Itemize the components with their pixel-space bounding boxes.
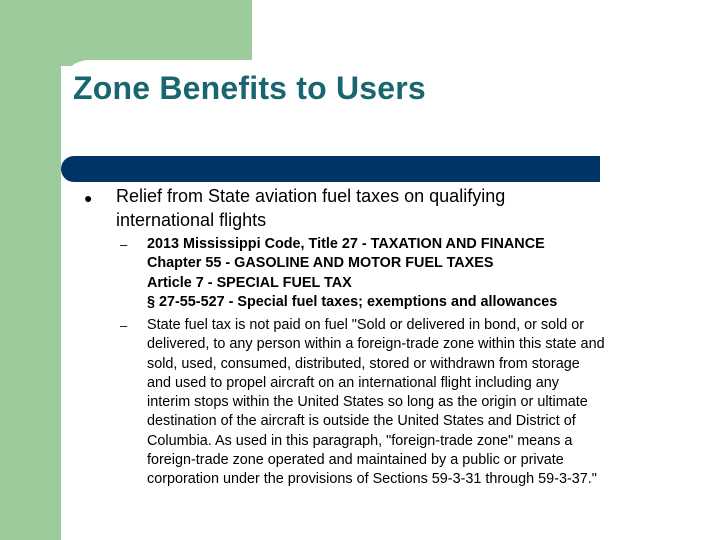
main-bullet-line: Relief from State aviation fuel taxes on qualifying: [116, 186, 506, 206]
quote-line: and used to propel aircraft on an international flight including any: [147, 374, 560, 391]
statute-line: § 27-55-527 - Special fuel taxes; exemptions and allowances: [147, 293, 558, 310]
main-bullet-line: international flights: [116, 210, 267, 230]
quote-line: Columbia. As used in this paragraph, "foreign-trade zone" means a: [147, 432, 573, 449]
statute-line: 2013 Mississippi Code, Title 27 - TAXATION AND FINANCE: [147, 236, 545, 252]
quote-line: destination of the aircraft is outside the United States and District of: [147, 413, 576, 430]
quote-line: State fuel tax is not paid on fuel "Sold or delivered in bond, or sold or: [147, 317, 585, 333]
sub-bullet-dash: –: [120, 237, 128, 252]
quote-line: corporation under the provisions of Sections 59-3-31 through 59-3-37.": [147, 471, 597, 488]
green-accent-side: [0, 0, 61, 540]
sub-bullet-dash: –: [120, 318, 128, 333]
bullet-dot-icon: ●: [84, 190, 93, 206]
quote-line: foreign-trade zone operated and maintained by a public or private: [147, 452, 564, 469]
slide-title: Zone Benefits to Users: [73, 70, 426, 106]
title-divider-bar: [61, 156, 600, 182]
statute-line: Article 7 - SPECIAL FUEL TAX: [147, 274, 352, 291]
statute-line: Chapter 55 - GASOLINE AND MOTOR FUEL TAXES: [147, 255, 494, 272]
sub-bullet-statute: [147, 235, 667, 312]
quote-line: sold, used, consumed, distributed, stored or withdrawn from storage: [147, 355, 580, 372]
quote-line: delivered, to any person within a foreign-trade zone within this state and: [147, 336, 605, 353]
main-bullet-text: [116, 184, 586, 232]
quote-line: interim stops within the United States so long as the origin or ultimate: [147, 394, 588, 411]
sub-bullet-quote: [147, 316, 667, 490]
